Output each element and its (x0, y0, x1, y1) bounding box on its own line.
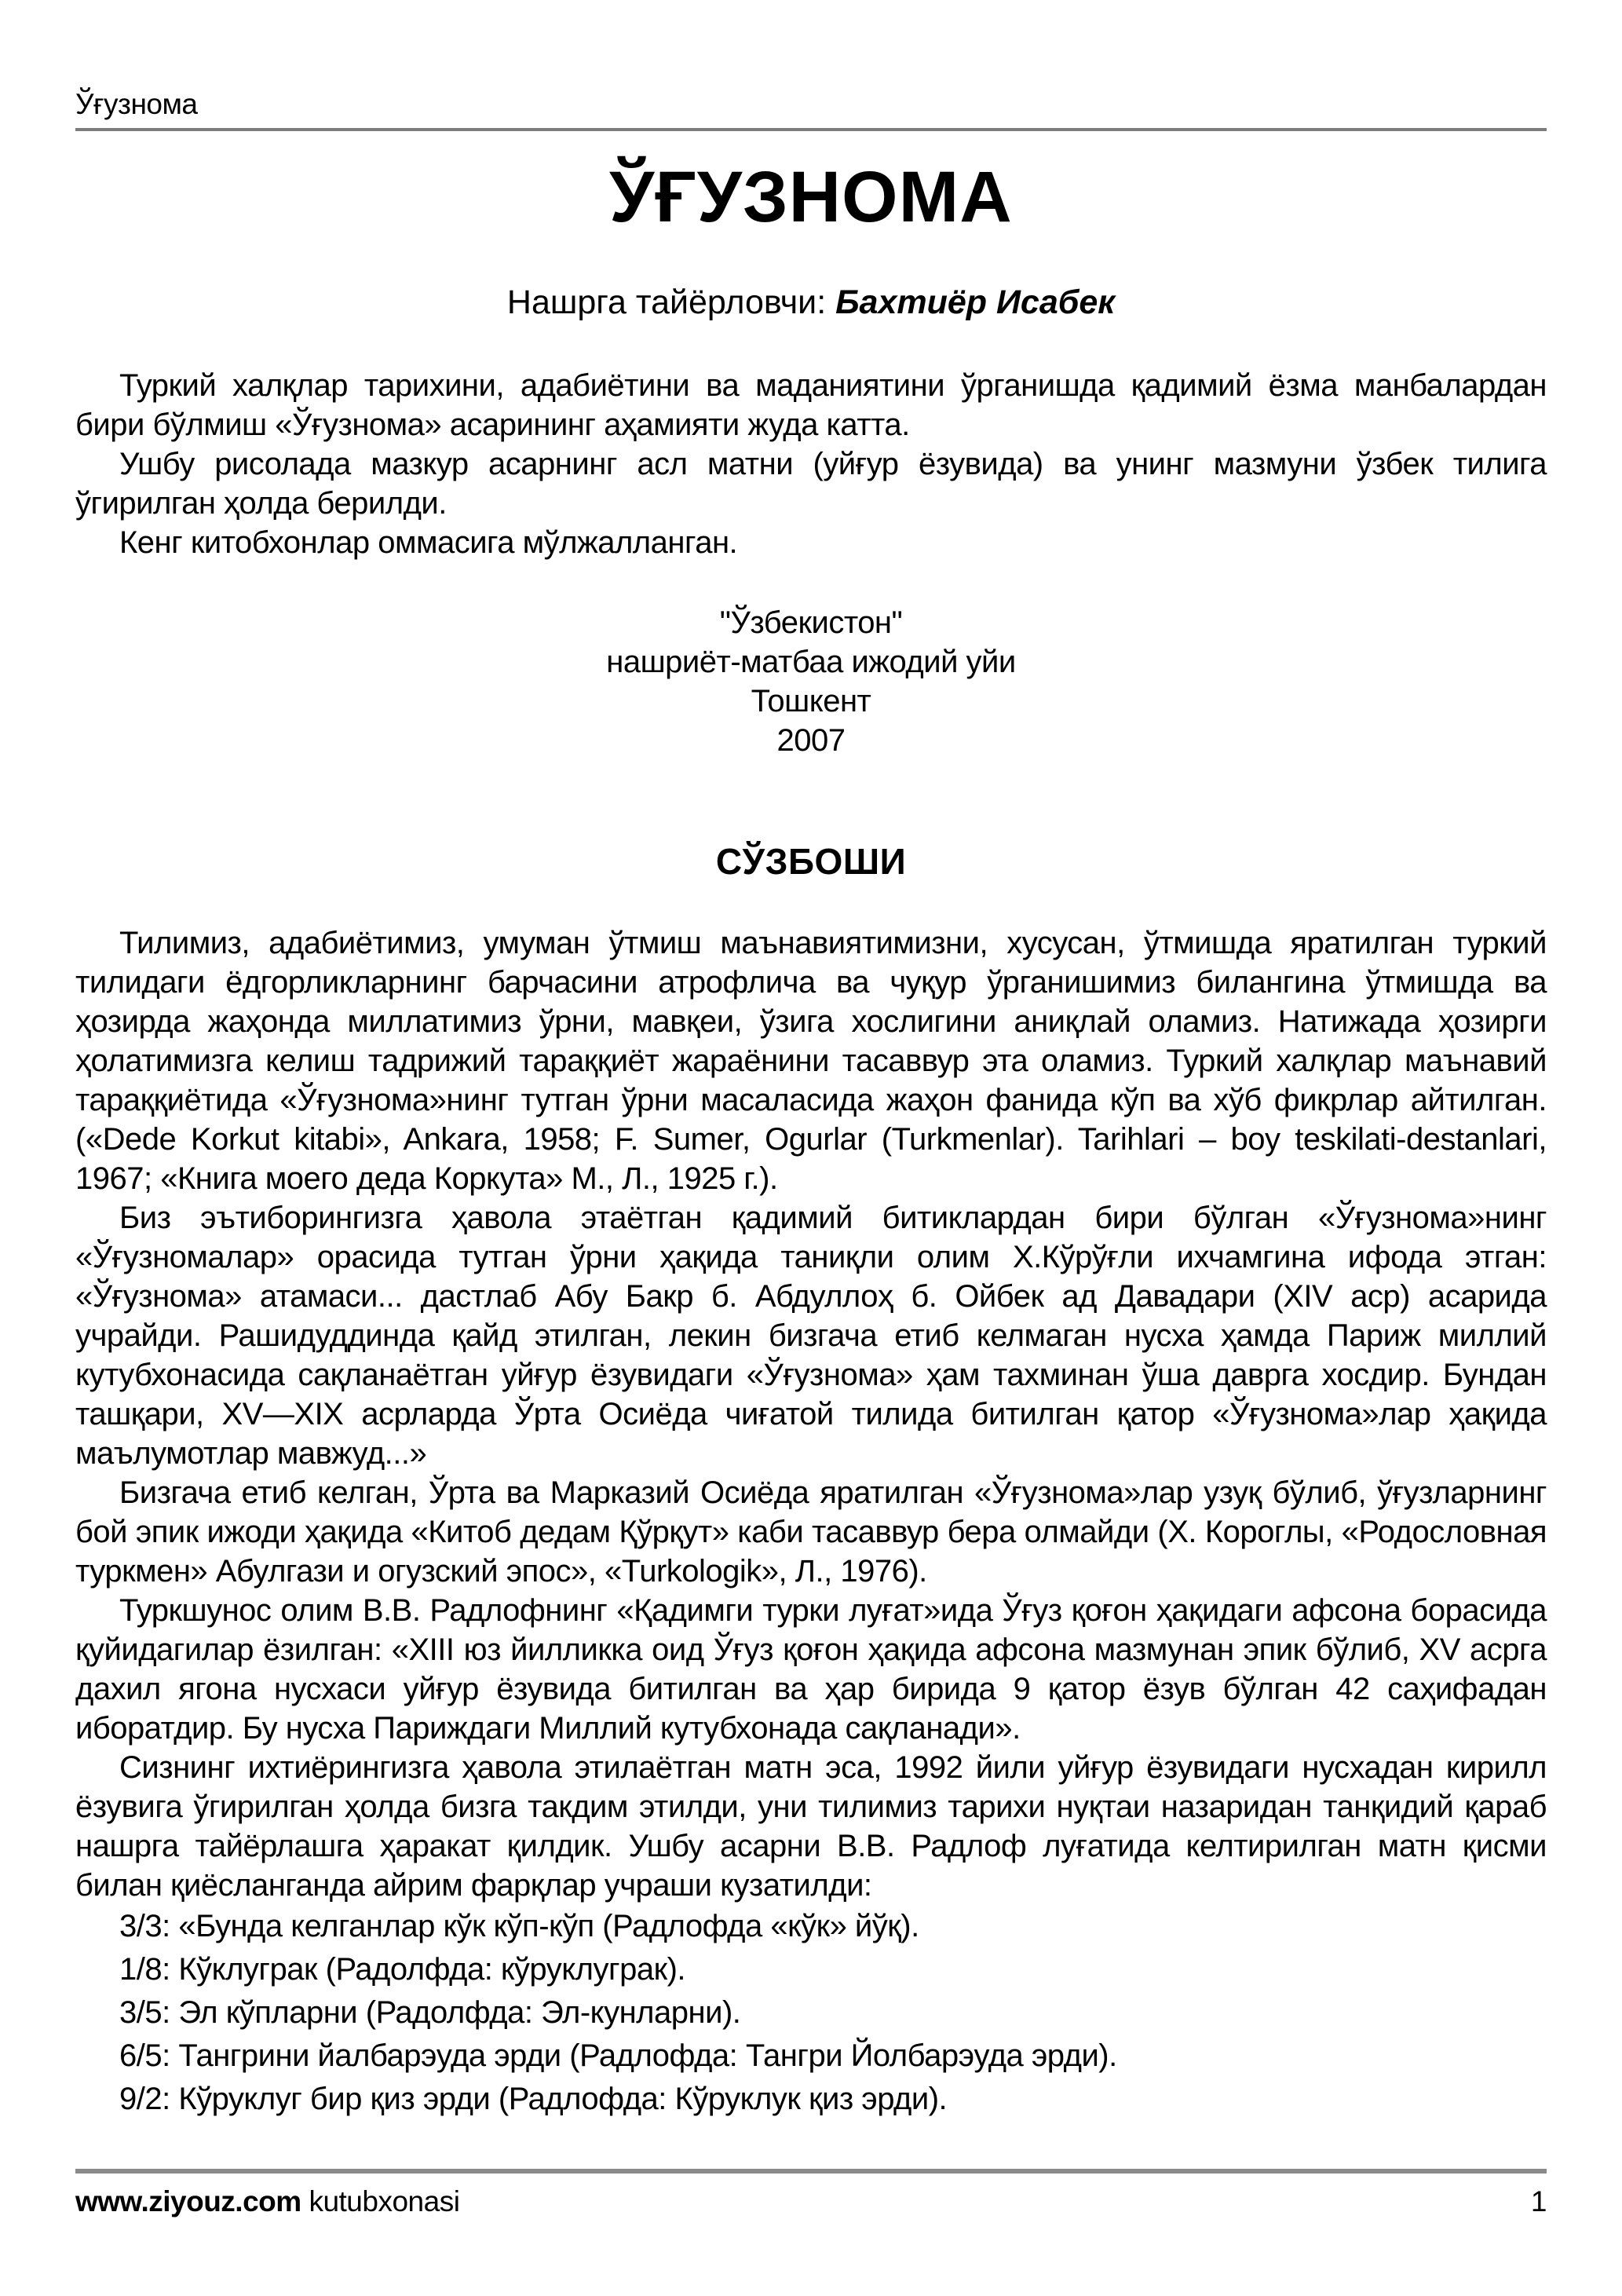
variant-item-5: 9/2: Кўруклуг бир қиз эрди (Радлофда: Кўруклук қиз эрди). (119, 2081, 948, 2116)
preface-section (0, 923, 1622, 1905)
header-rule (75, 128, 1547, 131)
section-heading: СЎЗБОШИ (715, 840, 907, 882)
variant-item-4: 6/5: Тангрини йалбарэуда эрди (Радлофда: Тангри Йолбарэуда эрди). (119, 2038, 1117, 2073)
variant-list (75, 1905, 1547, 2121)
page-footer (75, 2169, 1547, 2219)
variant-item-3: 3/5: Эл кўпларни (Радолфда: Эл-кунларни). (119, 1994, 741, 2030)
intro-paragraph-1: Туркий халқлар тарихини, адабиётини ва маданиятини ўрганишда қадимий ёзма манбалардан бири бўлмиш «Ўғузнома» асарининг аҳамияти жуда катта. (75, 367, 1547, 442)
imprint-block (0, 603, 1622, 760)
footer-site-url: www.ziyouz.com (75, 2185, 301, 2217)
imprint-city: Тошкент (751, 683, 871, 718)
intro-section (0, 366, 1622, 562)
footer-row (75, 2184, 1547, 2219)
footer-rule (75, 2169, 1547, 2174)
byline (75, 283, 1547, 322)
variant-item-1: 3/3: «Бунда келганлар кўк кўп-кўп (Радлофда «кўк» йўқ). (119, 1908, 919, 1943)
byline-label: Нашрга тайёрловчи: (506, 283, 836, 321)
intro-paragraph-2: Ушбу рисолада мазкур асарнинг асл матни (уйғур ёзувида) ва унинг мазмуни ўзбек тилига ўгирилган ҳолда берилди. (75, 446, 1547, 521)
body-paragraph-5: Сизнинг ихтиёрингизга ҳавола этилаётган матн эса, 1992 йили уйғур ёзувидаги нусхадан кирилл ёзувига ўгирилган ҳолда бизга такдим этилди, уни тилимиз тарихи нуқтаи назаридан танқидий қараб нашрга тайёрлашга ҳаракат қилдик. Ушбу асарни В.В. Радлоф луғатида келтирилган матн қисми билан қиёсланганда айрим фарқлар учраши кузатилди: (75, 1749, 1547, 1903)
running-header-title: Ўғузнома (75, 88, 198, 120)
footer-site-suffix: kutubxonasi (301, 2185, 460, 2217)
imprint-year: 2007 (776, 722, 846, 758)
body-paragraph-2: Биз эътиборингизга ҳавола этаётган қадимий битиклардан бири бўлган «Ўғузнома»нинг «Ўғузномалар» орасида тутган ўрни ҳақида таниқли олим Х.Кўрўғли ихчамгина ифода этган: «Ўғузнома» атамаси... дастлаб Абу Бакр б. Абдуллоҳ б. Ойбек ад Давадари (XIV аср) асарида учрайди. Рашидуддинда қайд этилган, лекин бизгача етиб келмаган нусха ҳамда Париж миллий кутубхонасида сақланаётган уйғур ёзувидаги «Ўғузнома» ҳам тахминан ўша даврга хосдир. Бундан ташқари, XV—XIX асрларда Ўрта Осиёда чиғатой тилида битилган қатор «Ўғузнома»лар ҳақида маълумотлар мавжуд...» (75, 1200, 1547, 1471)
variant-item-2: 1/8: Кўклуграк (Радолфда: кўруклуграк). (119, 1951, 686, 1987)
page-title: ЎҒУЗНОМА (609, 156, 1013, 237)
imprint-publisher-type: нашриёт-матбаа ижодий уйи (606, 644, 1016, 679)
body-paragraph-3: Бизгача етиб келган, Ўрта ва Марказий Осиёда яратилган «Ўғузнома»лар узуқ бўлиб, ўғузларнинг бой эпик ижоди ҳақида «Китоб дедам Қўрқут» каби тасаввур бера олмайди (Х. Короглы, «Родословная туркмен» Абулгази и огузский эпос», «Turkologik», Л., 1976). (75, 1475, 1547, 1589)
body-paragraph-1: Тилимиз, адабиётимиз, умуман ўтмиш маънавиятимизни, хусусан, ўтмишда яратилган туркий тилидаги ёдгорликларнинг барчасини атрофлича ва чуқур ўрганишимиз билангина ўтмишда ва ҳозирда жаҳонда миллатимиз ўрни, мавқеи, ўзига хослигини аниқлай оламиз. Натижада ҳозирги ҳолатимизга келиш тадрижий тараққиёт жараёнини тасаввур эта оламиз. Туркий халқлар маънавий тараққиётида «Ўғузнома»нинг тутган ўрни масаласида жаҳон фанида кўп ва хўб фикрлар айтилган. («Dede Korkut kitabi», Ankara, 1958; F. Sumer, Ogurlar (Turkmenlar). Tarihlari – boy teskilati-destanlari, 1967; «Книга моего деда Коркута» М., Л., 1925 г.). (75, 925, 1547, 1196)
body-paragraph-4: Туркшунос олим В.В. Радлофнинг «Қадимги турки луғат»ида Ўғуз қоғон ҳақидаги афсона борасида қуйидагилар ёзилган: «XIII юз йилликка оид Ўғуз қоғон ҳақида афсона мазмунан эпик бўлиб, XV асрга дахил ягона нусхаси уйғур ёзувида битилган ва ҳар бирида 9 қатор ёзув бўлган 42 саҳифадан иборатдир. Бу нусха Париждаги Миллий кутубхонада сақланади». (75, 1592, 1547, 1746)
imprint-publisher: "Ўзбекистон" (719, 605, 903, 640)
footer-page-number: 1 (1530, 2185, 1547, 2217)
footer-site (75, 2184, 459, 2219)
byline-name: Бахтиёр Исабек (835, 283, 1116, 321)
intro-paragraph-3: Кенг китобхонлар оммасига мўлжалланган. (119, 525, 738, 560)
